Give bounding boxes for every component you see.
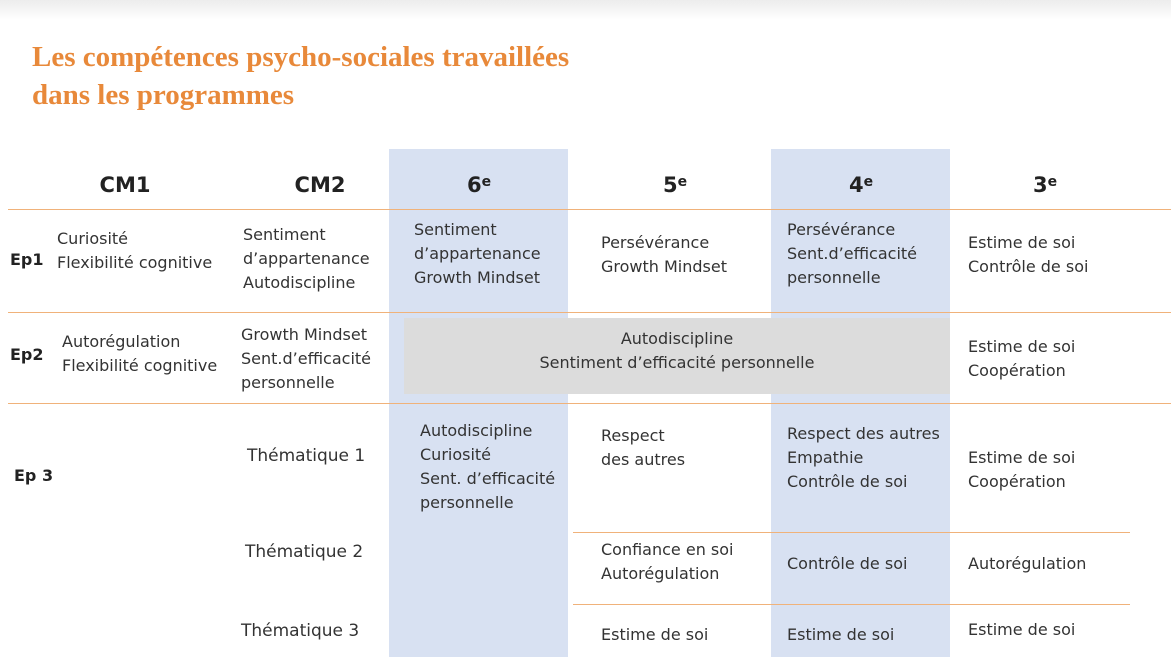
header-3e: 3e — [1032, 173, 1058, 197]
them1-label: Thématique 1 — [247, 446, 366, 466]
row-label-ep3: Ep 3 — [14, 466, 54, 485]
ep1-5e-cell: Persévérance Growth Mindset — [601, 233, 727, 276]
them3-3e-cell: Estime de soi — [968, 620, 1076, 639]
ep2-cm1-cell: Autorégulation Flexibilité cognitive — [62, 332, 218, 375]
header-cm2: CM2 — [294, 173, 346, 197]
them3-4e-cell: Estime de soi — [787, 625, 895, 644]
row-divider-ep2 — [8, 403, 1171, 404]
row-divider-them2 — [573, 604, 1130, 605]
them2-3e-cell: Autorégulation — [968, 554, 1087, 573]
row-divider-ep1 — [8, 312, 1171, 313]
ep3-6e-cell: Autodiscipline Curiosité Sent. d’efficacité personnelle — [420, 421, 556, 512]
title-line-2: dans les programmes — [32, 79, 295, 111]
header-5e: 5e — [662, 173, 688, 197]
them2-label: Thématique 2 — [245, 542, 364, 562]
ep2-merged-text: Autodiscipline Sentiment d’efficacité personnelle — [539, 329, 815, 372]
title-line-1: Les compétences psycho-sociales travaillées — [32, 41, 570, 73]
header-6e: 6e — [466, 173, 492, 197]
them2-5e-cell: Confiance en soi Autorégulation — [601, 540, 734, 583]
header-4e: 4e — [848, 173, 874, 197]
row-divider-header — [8, 209, 1171, 210]
ep2-3e-cell: Estime de soi Coopération — [968, 337, 1076, 380]
row-label-ep1: Ep1 — [10, 250, 44, 269]
ep1-4e-cell: Persévérance Sent.d’efficacité personnelle — [787, 220, 918, 287]
them1-5e-cell: Respect des autres — [601, 426, 686, 469]
them1-3e-cell: Estime de soi Coopération — [968, 448, 1076, 491]
page-title — [32, 38, 569, 114]
ep1-6e-cell: Sentiment d’appartenance Growth Mindset — [414, 220, 541, 287]
them1-4e-cell: Respect des autres Empathie Contrôle de soi — [787, 424, 940, 491]
ep1-3e-cell: Estime de soi Contrôle de soi — [968, 233, 1089, 276]
them3-5e-cell: Estime de soi — [601, 625, 709, 644]
ep1-cm1-cell: Curiosité Flexibilité cognitive — [57, 229, 213, 272]
them2-4e-cell: Contrôle de soi — [787, 554, 908, 573]
row-label-ep2: Ep2 — [10, 345, 44, 364]
ep1-cm2-cell: Sentiment d’appartenance Autodiscipline — [243, 225, 370, 292]
header-cm1: CM1 — [99, 173, 151, 197]
top-shadow — [0, 0, 1171, 20]
row-divider-them1 — [573, 532, 1130, 533]
ep2-cm2-cell: Growth Mindset Sent.d’efficacité personnelle — [241, 325, 372, 392]
them3-label: Thématique 3 — [241, 621, 360, 641]
